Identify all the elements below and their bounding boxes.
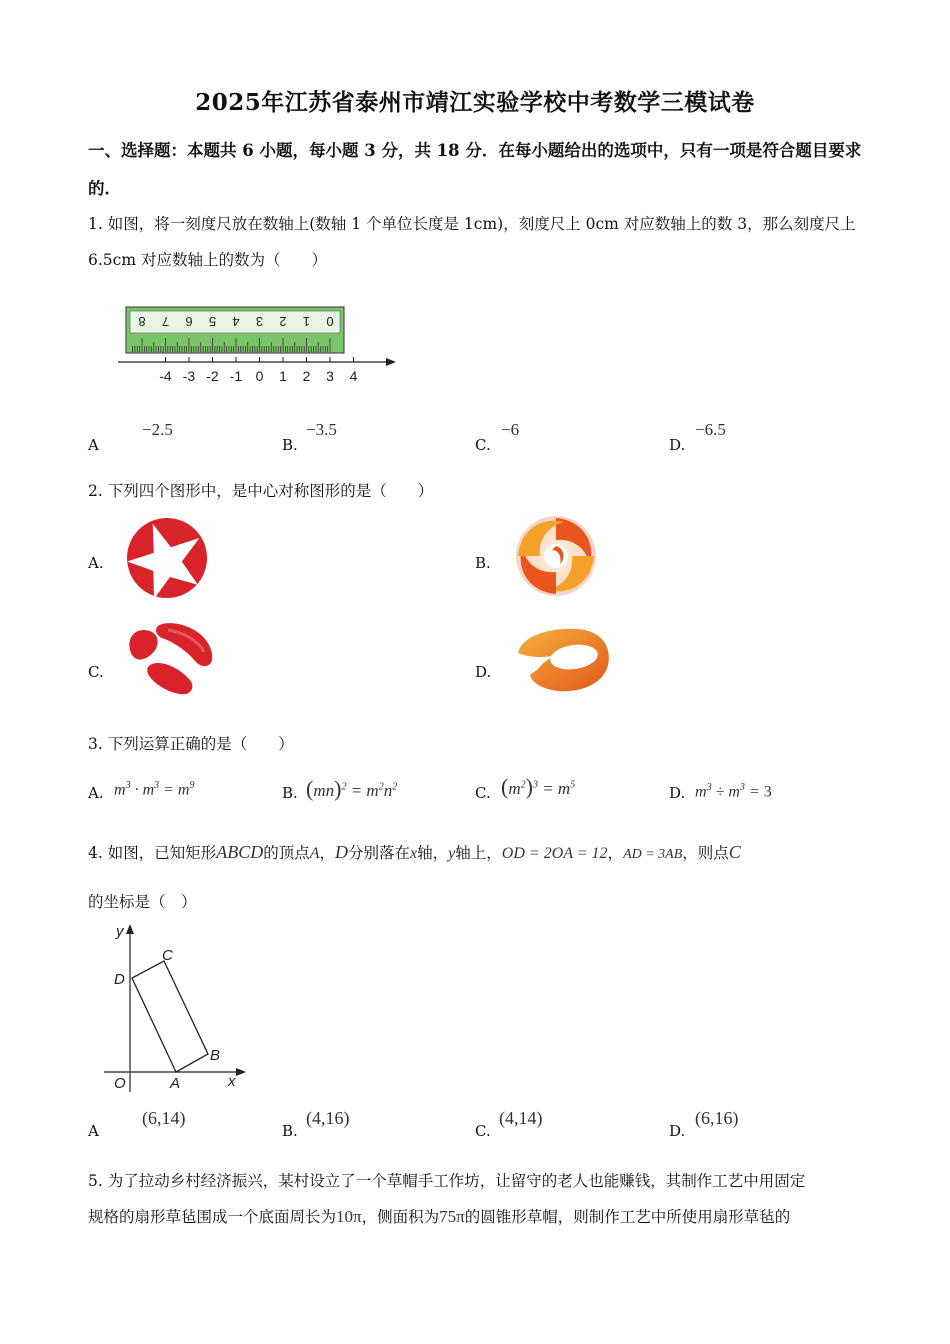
- label-o: O: [114, 1075, 126, 1092]
- q4-option-d-value: (6,16): [695, 1108, 739, 1128]
- q2-option-d-label[interactable]: D.: [475, 663, 492, 681]
- rectangle-coordinate-figure: [100, 920, 250, 1095]
- ruler-label: 4: [232, 314, 240, 329]
- q1-option-b-label[interactable]: B.: [282, 436, 298, 454]
- q3-option-c-label[interactable]: C.: [475, 784, 491, 802]
- axis-label: 3: [326, 368, 334, 384]
- ruler-number-line-figure: [112, 300, 402, 390]
- axis-label: 2: [302, 368, 311, 384]
- q2-option-a-label[interactable]: A.: [88, 554, 104, 572]
- label-y: y: [116, 923, 124, 940]
- q3-option-b-formula: $(mn)^2 = m^2n^2$: [306, 776, 398, 801]
- question-1-text: 1. 如图，将一刻度尺放在数轴上(数轴 1 个单位长度是 1cm)，刻度尺上 0cm 对应数轴上的数 3，那么刻度尺上 6.5cm 对应数轴上的数为（ ）: [88, 215, 856, 269]
- q1-option-c-label[interactable]: C.: [475, 436, 491, 454]
- q4-option-d-label[interactable]: D.: [669, 1122, 686, 1140]
- label-a: A: [170, 1075, 181, 1092]
- q1-option-a-value: −2.5: [142, 420, 173, 439]
- axis-label: 4: [349, 368, 358, 384]
- axis-label: -1: [229, 368, 243, 384]
- question-5-text-line2: 规格的扇形草毡围成一个底面周长为10π，侧面积为75π的圆锥形草帽，则制作工艺中所使用扇形草毡的: [88, 1207, 791, 1226]
- ruler-label: 3: [255, 314, 264, 329]
- phoenix-swirl-logo-icon[interactable]: [512, 512, 600, 600]
- ruler-label: 0: [326, 314, 334, 329]
- q3-option-d-formula: $m^3 \div m^3 = 3$: [695, 782, 772, 801]
- q4-option-b-label[interactable]: B.: [282, 1122, 298, 1140]
- q4-option-c-label[interactable]: C.: [475, 1122, 491, 1140]
- label-c: C: [162, 947, 173, 964]
- q1-option-a-label[interactable]: A: [88, 436, 99, 454]
- section-header: 一、选择题：本题共 6 小题，每小题 3 分，共 18 分．在每小题给出的选项中，只有一项是符合题目要求的．: [88, 141, 862, 198]
- star-circle-logo-icon[interactable]: [124, 515, 210, 601]
- question-2-text: 2. 下列四个图形中，是中心对称图形的是（ ）: [88, 482, 434, 500]
- label-d: D: [114, 971, 125, 988]
- q1-option-b-value: −3.5: [306, 420, 337, 439]
- orange-ring-logo-icon[interactable]: [512, 625, 612, 695]
- q3-option-c-formula: $(m^2)^3 = m^5$: [501, 774, 576, 799]
- ruler-label: 1: [302, 314, 311, 329]
- q4-option-a-value: (6,14): [142, 1108, 186, 1128]
- axis-label: 1: [279, 368, 287, 384]
- q3-options: [88, 770, 868, 810]
- label-b: B: [210, 1047, 221, 1064]
- red-petals-logo-icon[interactable]: [122, 620, 216, 698]
- ruler-label: 6: [185, 314, 193, 329]
- q1-option-d-value: −6.5: [695, 420, 726, 439]
- ruler-label: 8: [138, 314, 146, 329]
- q3-option-a-formula: $m^3 \cdot m^3 = m^9$: [114, 780, 195, 799]
- q3-option-a-label[interactable]: A.: [88, 784, 104, 802]
- ruler-label: 5: [208, 314, 217, 329]
- axis-label: -4: [159, 368, 172, 384]
- rectangle-abcd: [132, 961, 208, 1072]
- q2-option-b-label[interactable]: B.: [475, 554, 491, 572]
- q4-options: [88, 1106, 868, 1146]
- page-title: 2025年江苏省泰州市靖江实验学校中考数学三模试卷: [195, 89, 755, 116]
- question-5-text-line1: 5. 为了拉动乡村经济振兴，某村设立了一个草帽手工作坊，让留守的老人也能赚钱，其制作工艺中用固定: [88, 1172, 806, 1190]
- axis-label: -2: [206, 368, 219, 384]
- q1-option-c-value: −6: [501, 420, 520, 439]
- question-4-text-line2: 的坐标是（ ）: [88, 893, 197, 911]
- q3-option-d-label[interactable]: D.: [669, 784, 686, 802]
- label-x: x: [228, 1073, 236, 1090]
- q1-options: [88, 420, 868, 460]
- question-3-text: 3. 下列运算正确的是（ ）: [88, 735, 294, 753]
- q1-option-d-label[interactable]: D.: [669, 436, 686, 454]
- q4-option-c-value: (4,14): [499, 1108, 543, 1128]
- question-4-text-line1: 4. 如图，已知矩形ABCD的顶点A，D分别落在x轴，y轴上，OD = 2OA = 12，AD = 3AB，则点C: [88, 842, 741, 862]
- q3-option-b-label[interactable]: B.: [282, 784, 298, 802]
- ruler-label: 2: [279, 314, 287, 329]
- q4-option-b-value: (4,16): [306, 1108, 350, 1128]
- axis-label: -3: [182, 368, 196, 384]
- ruler-label: 7: [161, 314, 170, 329]
- q2-option-c-label[interactable]: C.: [88, 663, 104, 681]
- axis-label: 0: [255, 368, 264, 384]
- q4-option-a-label[interactable]: A: [88, 1122, 99, 1140]
